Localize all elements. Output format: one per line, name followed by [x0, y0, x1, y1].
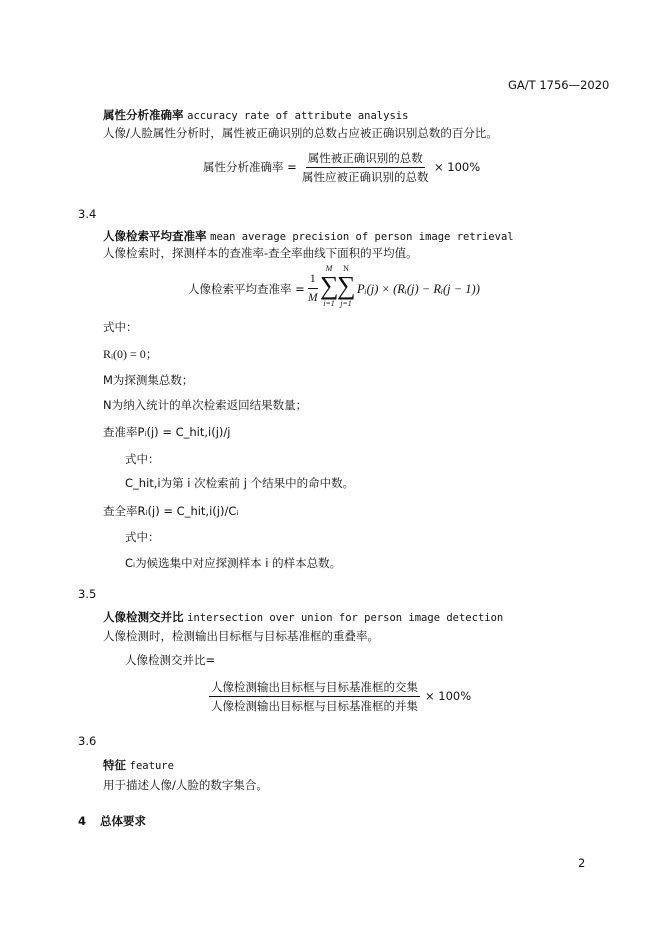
sum-2-upper: N	[343, 264, 349, 273]
denominator: M	[308, 292, 318, 304]
sum-2	[337, 264, 355, 308]
formula-fraction	[209, 680, 420, 713]
formula-lhs: 人像检测交并比=	[125, 653, 216, 667]
formula-fraction	[300, 151, 431, 184]
term-en: accuracy rate of attribute analysis	[187, 110, 409, 122]
numerator: 人像检测输出目标框与目标基准框的交集	[209, 680, 420, 697]
term-en: feature	[129, 760, 174, 772]
formula-fraction	[306, 272, 320, 305]
numerator: 属性被正确识别的总数	[306, 151, 425, 168]
definition: 用于描述人像/人脸的数字集合。	[103, 778, 268, 792]
chapter-title: 总体要求	[100, 814, 147, 828]
line-n: N为纳入统计的单次检索返回结果数量；	[103, 398, 308, 412]
sigma-icon: ∑	[337, 271, 356, 300]
recall-note: Cᵢ为候选集中对应探测样本 i 的样本总数。	[125, 556, 342, 570]
line-r0: Rᵢ(0) = 0；	[103, 347, 158, 361]
formula-lhs: 属性分析准确率 =	[203, 160, 297, 174]
definition: 人像/人脸属性分析时，属性被正确识别的总数占应被正确识别总数的百分比。	[103, 126, 498, 140]
sum-1	[320, 264, 338, 308]
term-cn: 属性分析准确率	[103, 108, 184, 122]
term-cn: 人像检测交并比	[103, 610, 184, 624]
sum-1-upper: M	[325, 264, 333, 273]
precision-formula: 查准率Pᵢ(j) = C_hit,i(j)/j	[103, 425, 231, 439]
recall-formula: 查全率Rᵢ(j) = C_hit,i(j)/Cᵢ	[103, 504, 239, 518]
chapter-number: 4	[78, 814, 87, 828]
denominator: 属性应被正确识别的总数	[302, 170, 429, 184]
where-label: 式中：	[125, 452, 160, 466]
page-number: 2	[578, 856, 586, 870]
term-iou	[103, 610, 503, 625]
sigma-icon: ∑	[320, 271, 339, 300]
sum-1-lower: i=1	[323, 299, 335, 308]
where-label: 式中：	[103, 320, 138, 334]
term-cn: 人像检索平均查准率	[103, 229, 207, 243]
section-number: 3.4	[78, 207, 97, 221]
denominator: 人像检测输出目标框与目标基准框的并集	[211, 699, 418, 713]
precision-note: C_hit,i为第 i 次检索前 j 个结果中的命中数。	[125, 476, 355, 490]
standard-code: GA/T 1756—2020	[508, 78, 610, 92]
formula-lhs: 人像检索平均查准率 =	[188, 282, 305, 296]
numerator: 1	[308, 272, 318, 289]
formula-suffix: × 100%	[434, 160, 481, 174]
term-en: intersection over union for person image detection	[187, 612, 504, 624]
line-m: M为探测集总数；	[103, 373, 194, 387]
where-label: 式中：	[125, 530, 160, 544]
formula-suffix: × 100%	[425, 689, 472, 703]
section-number: 3.6	[78, 734, 97, 748]
term-feature	[103, 758, 174, 773]
term-accuracy-rate	[103, 108, 408, 123]
term-cn: 特征	[103, 758, 126, 772]
formula-body: Pᵢ(j) × (Rᵢ(j) − Rᵢ(j − 1))	[357, 282, 480, 296]
section-number: 3.5	[78, 587, 97, 601]
sum-2-lower: j=1	[340, 299, 352, 308]
chapter-heading	[78, 814, 146, 828]
term-map	[103, 229, 514, 244]
definition: 人像检索时，探测样本的查准率-查全率曲线下面积的平均值。	[103, 246, 418, 260]
definition: 人像检测时，检测输出目标框与目标基准框的重叠率。	[103, 629, 379, 643]
term-en: mean average precision of person image retrieval	[210, 231, 514, 243]
